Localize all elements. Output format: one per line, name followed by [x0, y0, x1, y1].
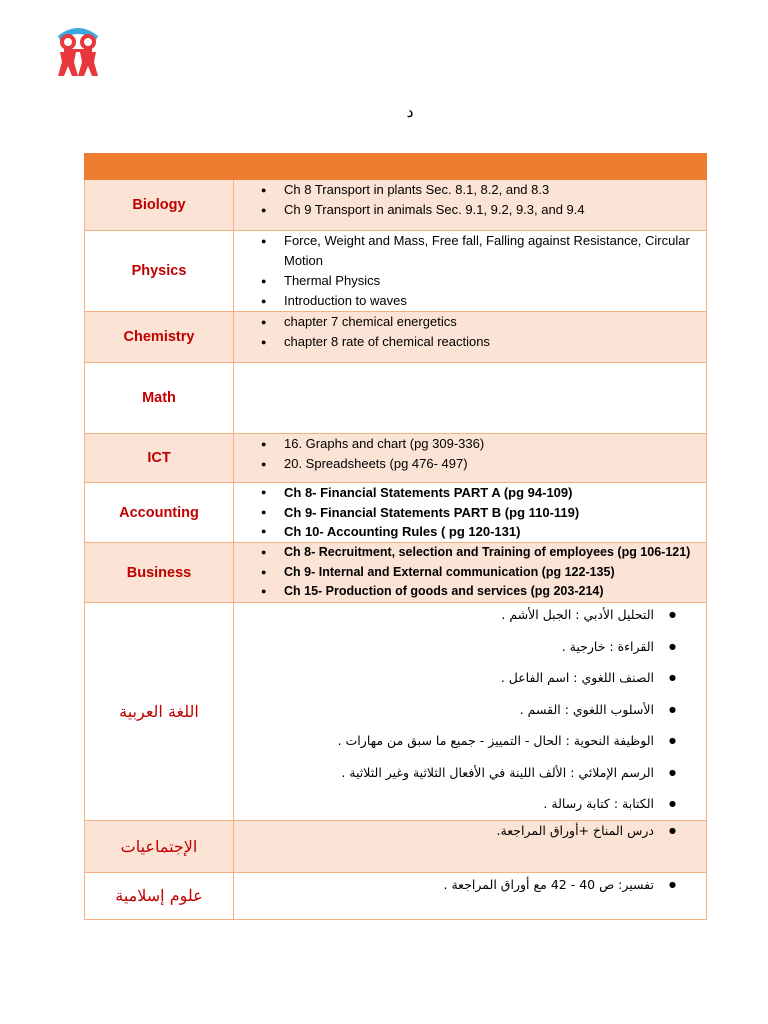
row-chemistry — [85, 312, 707, 363]
list-item: ● تفسير: ص 40 - 42 مع أوراق المراجعة . — [234, 869, 706, 901]
list-item: ● Ch 9- Financial Statements PART B (pg 110-119) — [234, 503, 706, 523]
row-accounting — [85, 483, 707, 543]
list-item: ● القراءة : خارجية . — [234, 631, 706, 663]
row-ict — [85, 434, 707, 483]
list-item: ● chapter 7 chemical energetics — [234, 312, 706, 332]
row-arabic — [85, 603, 707, 821]
list-item: ● Ch 8- Financial Statements PART A (pg 94-109) — [234, 483, 706, 503]
subject-math: Math — [85, 363, 234, 434]
list-item: ● Ch 8- Recruitment, selection and Training of employees (pg 106-121) — [234, 543, 706, 563]
row-islamic-studies — [85, 872, 707, 919]
subject-islamic-studies: علوم إسلامية — [85, 872, 234, 919]
list-item: ● 20. Spreadsheets (pg 476- 497) — [234, 454, 706, 474]
topics-islamic-studies — [234, 872, 707, 919]
topics-accounting — [234, 483, 707, 543]
subject-physics: Physics — [85, 231, 234, 312]
list-item: ● Ch 10- Accounting Rules ( pg 120-131) — [234, 522, 706, 542]
list-item: ● الصنف اللغوي : اسم الفاعل . — [234, 662, 706, 694]
subject-social-studies: الإجتماعيات — [85, 820, 234, 872]
school-logo-icon — [50, 22, 106, 78]
row-math — [85, 363, 707, 434]
subject-business: Business — [85, 543, 234, 603]
list-item: ● Ch 9- Internal and External communication (pg 122-135) — [234, 563, 706, 583]
topics-chemistry — [234, 312, 707, 363]
row-biology — [85, 180, 707, 231]
row-social-studies — [85, 820, 707, 872]
row-physics — [85, 231, 707, 312]
topics-business — [234, 543, 707, 603]
list-item: ● Thermal Physics — [234, 271, 706, 291]
list-item: ● الكتابة : كتابة رسالة . — [234, 788, 706, 820]
topics-ict — [234, 434, 707, 483]
subject-biology: Biology — [85, 180, 234, 231]
list-item: ● درس المناخ +أوراق المراجعة. — [234, 815, 706, 847]
list-item: ● Ch 15- Production of goods and services (pg 203-214) — [234, 582, 706, 602]
list-item: ● الأسلوب اللغوي : القسم . — [234, 694, 706, 726]
subject-arabic: اللغة العربية — [85, 603, 234, 821]
topics-social-studies — [234, 820, 707, 872]
list-item: ● Introduction to waves — [234, 291, 706, 311]
list-item: ● التحليل الأدبي : الجبل الأشم . — [234, 599, 706, 631]
topics-physics — [234, 231, 707, 312]
list-item: ● Force, Weight and Mass, Free fall, Falling against Resistance, Circular Motion — [234, 231, 706, 271]
list-item: ● الرسم الإملائي : الألف اللينة في الأفعال الثلاثية وغير الثلاثية . — [234, 757, 706, 789]
subject-chemistry: Chemistry — [85, 312, 234, 363]
topics-math — [234, 363, 707, 434]
list-item: ● Ch 9 Transport in animals Sec. 9.1, 9.2, 9.3, and 9.4 — [234, 200, 706, 220]
row-business — [85, 543, 707, 603]
list-item: ● 16. Graphs and chart (pg 309-336) — [234, 434, 706, 454]
syllabus-table — [84, 153, 707, 920]
list-item: ● الوظيفة النحوية : الحال - التمييز - جميع ما سبق من مهارات . — [234, 725, 706, 757]
list-item: ● Ch 8 Transport in plants Sec. 8.1, 8.2, and 8.3 — [234, 180, 706, 200]
list-item: ● chapter 8 rate of chemical reactions — [234, 332, 706, 352]
page-letter: د — [406, 102, 414, 121]
topics-biology — [234, 180, 707, 231]
subject-ict: ICT — [85, 434, 234, 483]
topics-arabic — [234, 603, 707, 821]
table-header-row — [85, 154, 707, 180]
subject-accounting: Accounting — [85, 483, 234, 543]
